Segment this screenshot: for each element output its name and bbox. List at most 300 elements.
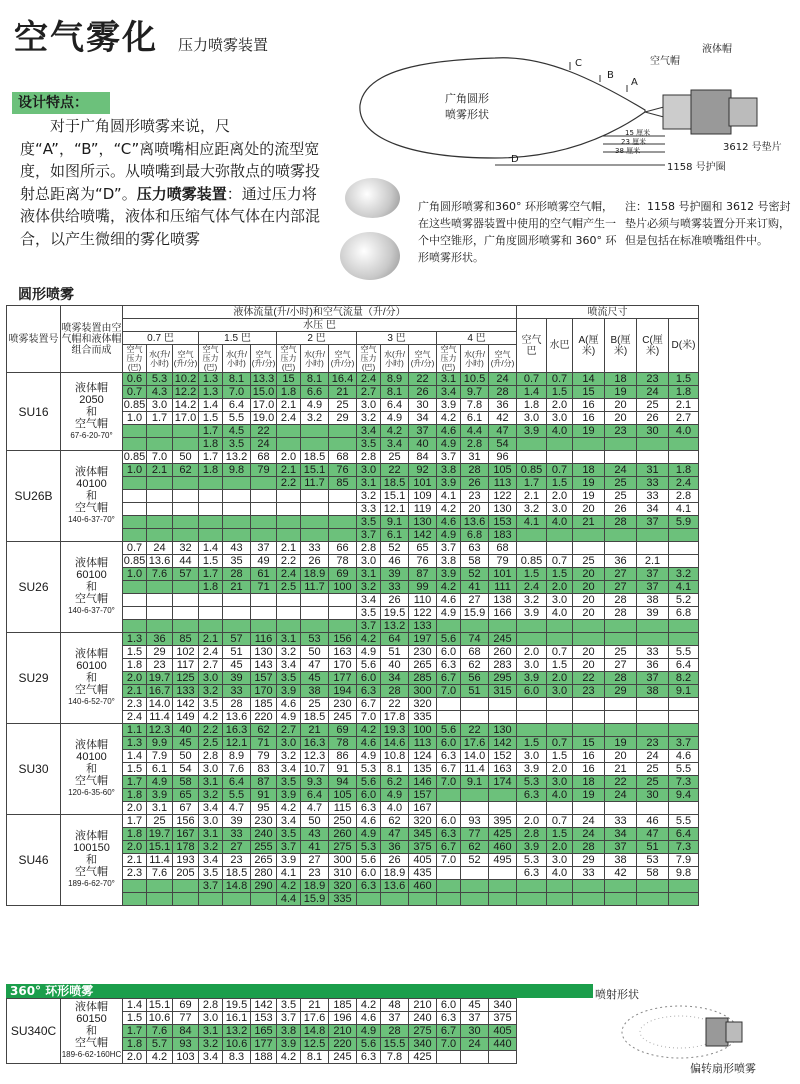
table-cell: 101: [489, 568, 517, 581]
table-cell: [669, 529, 699, 542]
table-cell: 15.5: [381, 1038, 409, 1051]
table-cell: 67: [173, 802, 199, 815]
combo-cell: [61, 373, 123, 451]
table-cell: 275: [329, 841, 357, 854]
table-cell: 18: [573, 776, 605, 789]
table-cell: 3.4: [437, 386, 461, 399]
table-cell: 47: [381, 828, 409, 841]
table-cell: 20: [573, 568, 605, 581]
table-cell: 17.0: [251, 399, 277, 412]
table-cell: 45: [461, 999, 489, 1012]
table-cell: 4.4: [461, 425, 489, 438]
table-cell: [669, 451, 699, 464]
table-cell: [437, 620, 461, 633]
table-cell: 1.5: [547, 568, 573, 581]
table-cell: 1.3: [199, 373, 223, 386]
table-cell: [277, 516, 301, 529]
table-cell: [437, 880, 461, 893]
table-cell: 38: [637, 685, 669, 698]
combo-line: 140-6-37-70°: [68, 515, 115, 524]
table-cell: 3.1: [277, 633, 301, 646]
table-cell: 3.2: [199, 841, 223, 854]
table-cell: 0.85: [123, 399, 146, 411]
table-cell: 4.2: [147, 1051, 173, 1064]
table-cell: 68: [461, 646, 489, 659]
table-cell: 10.2: [173, 373, 199, 386]
table-cell: 65: [409, 542, 437, 555]
table-cell: [277, 425, 301, 438]
table-cell: 9.4: [669, 789, 699, 802]
combo-line: 67-6-20-70°: [70, 430, 113, 440]
table-cell: 8.1: [381, 386, 409, 399]
table-cell: 335: [409, 711, 437, 724]
table-cell: 16: [573, 763, 605, 776]
table-cell: 1.5: [547, 477, 573, 490]
table-cell: 25: [605, 646, 637, 659]
table-cell: 56: [461, 672, 489, 685]
table-cell: [329, 529, 357, 542]
table-cell: [223, 503, 251, 516]
table-cell: 24: [573, 815, 605, 828]
table-cell: [461, 789, 489, 802]
subheader-airflow: 空气(升/分): [409, 345, 437, 373]
table-cell: 4.5: [223, 425, 251, 438]
table-cell: 33: [637, 646, 669, 659]
table-cell: 1.5: [517, 568, 547, 581]
table-cell: 170: [329, 659, 357, 672]
table-cell: 255: [251, 841, 277, 854]
table-cell: 0.7: [547, 737, 573, 750]
table-cell: 1.8: [669, 464, 699, 477]
table-cell: 7.6: [223, 763, 251, 776]
table-cell: 1.5: [547, 386, 573, 399]
table-cell: 79: [251, 750, 277, 763]
header-pressure-4: 4 巴: [437, 332, 517, 345]
table-cell: 11.7: [301, 477, 329, 490]
table-cell: 36: [489, 399, 517, 412]
table-cell: 3.9: [517, 763, 547, 776]
table-cell: 4.2: [357, 724, 381, 737]
header-dims: 喷流尺寸: [517, 306, 699, 319]
table-cell: 76: [409, 555, 437, 568]
table-cell: [517, 711, 547, 724]
header-pressure-0: 0.7 巴: [123, 332, 199, 345]
table-cell: 2.0: [123, 802, 147, 815]
table-cell: 33: [223, 685, 251, 698]
table-cell: 2.4: [277, 568, 301, 581]
table-cell: 2.2: [277, 555, 301, 568]
table-cell: 58: [637, 867, 669, 880]
table-cell: 3.4: [277, 659, 301, 672]
subheader-water: 水(升/小时): [381, 345, 409, 373]
combo-line: 空气帽: [75, 775, 108, 787]
table-cell: 54: [489, 438, 517, 451]
table-cell: 20: [605, 412, 637, 425]
table-cell: 177: [329, 672, 357, 685]
table-cell: 46: [381, 555, 409, 568]
table-cell: 3.1: [147, 802, 173, 815]
table-cell: 124: [409, 750, 437, 763]
table-cell: 3.5: [199, 867, 223, 880]
table-cell: [147, 607, 173, 620]
table-cell: 0.85: [123, 451, 146, 463]
table-cell: 11.7: [301, 581, 329, 594]
table-cell: 7.0: [437, 854, 461, 867]
combo-line: 液体帽: [75, 381, 108, 394]
table-cell: 174: [489, 776, 517, 789]
table-cell: 25: [637, 763, 669, 776]
table-cell: 3.3: [357, 503, 381, 516]
table-cell: 19.3: [381, 724, 409, 737]
table-cell: 14.8: [301, 1025, 329, 1038]
table-cell: [547, 620, 573, 633]
table-cell: 10.6: [223, 1038, 251, 1051]
table-cell: 178: [173, 841, 199, 854]
table-cell: 1.5: [547, 828, 573, 841]
table-cell: [329, 516, 357, 529]
table-cell: 31: [637, 464, 669, 477]
subheader-airflow: 空气(升/分): [489, 345, 517, 373]
table-cell: [199, 620, 223, 633]
table-cell: 10.8: [381, 750, 409, 763]
table-cell: 6.3: [357, 1051, 381, 1064]
table-cell: 7.8: [381, 1051, 409, 1064]
table-cell: 13.6: [147, 555, 173, 568]
header-dim-b: B(厘米): [605, 319, 637, 373]
table-cell: 39: [223, 672, 251, 685]
table-cell: [251, 503, 277, 516]
table-cell: 2.0: [277, 451, 301, 464]
table-cell: 1.8: [199, 464, 223, 477]
table-cell: 74: [461, 633, 489, 646]
table-cell: 2.8: [669, 490, 699, 503]
table-cell: 27: [461, 594, 489, 607]
table-cell: 7.0: [357, 711, 381, 724]
table-cell: 71: [251, 737, 277, 750]
table-cell: 4.2: [437, 581, 461, 594]
spray-shape-label: 广角圆形 喷雾形状: [445, 92, 489, 121]
section-title-round: 圆形喷雾: [18, 287, 74, 303]
table-cell: 0.85: [517, 555, 547, 568]
table-cell: 110: [409, 594, 437, 607]
table-cell: 16.4: [329, 373, 357, 386]
table-cell: 43: [223, 542, 251, 555]
table-cell: [123, 529, 147, 542]
pattern-label: 喷射形状: [595, 988, 639, 1001]
table-cell: 96: [489, 451, 517, 464]
table-cell: [223, 477, 251, 490]
table-cell: 113: [409, 737, 437, 750]
table-cell: 6.7: [437, 672, 461, 685]
table-cell: 0.7: [547, 373, 573, 386]
table-cell: 9.3: [301, 776, 329, 789]
table-cell: 115: [329, 802, 357, 815]
table-cell: 95: [251, 802, 277, 815]
table-cell: [223, 607, 251, 620]
model-cell: SU340C: [7, 999, 61, 1064]
table-cell: 34: [605, 828, 637, 841]
table-cell: 28: [223, 568, 251, 581]
table-cell: 0.7: [547, 815, 573, 828]
subheader-airflow: 空气(升/分): [329, 345, 357, 373]
table-cell: [199, 503, 223, 516]
table-cell: 69: [173, 999, 199, 1012]
table-cell: 37: [461, 1012, 489, 1025]
table-cell: [329, 425, 357, 438]
table-cell: 0.85: [123, 555, 146, 567]
table-cell: [605, 802, 637, 815]
table-cell: 111: [489, 581, 517, 594]
table-cell: 19: [573, 789, 605, 802]
table-cell: 36: [637, 659, 669, 672]
combo-line: 和: [86, 581, 97, 593]
table-cell: 3.7: [277, 841, 301, 854]
table-cell: 19.5: [223, 999, 251, 1012]
table-cell: 69: [329, 724, 357, 737]
table-cell: [329, 438, 357, 451]
table-cell: [517, 451, 547, 464]
table-cell: [547, 802, 573, 815]
table-cell: [301, 425, 329, 438]
combo-line: 189-6-62-160HC: [61, 1050, 122, 1059]
table-cell: 1.0: [123, 464, 147, 477]
table-cell: [669, 880, 699, 893]
table-cell: [173, 880, 199, 893]
table-cell: 7.0: [437, 1038, 461, 1051]
table-cell: 5.2: [669, 594, 699, 607]
table-cell: 50: [301, 646, 329, 659]
table-cell: 185: [329, 999, 357, 1012]
combo-line: 空气帽: [75, 684, 108, 696]
table-cell: 2.1: [277, 464, 301, 477]
table-cell: 52: [461, 568, 489, 581]
table-cell: 21: [605, 763, 637, 776]
table-cell: 3.0: [277, 737, 301, 750]
table-cell: [329, 490, 357, 503]
table-cell: 25: [381, 451, 409, 464]
table-cell: 3.4: [381, 438, 409, 451]
table-cell: 93: [461, 815, 489, 828]
table-cell: 3.2: [669, 568, 699, 581]
table-cell: [547, 633, 573, 646]
table-cell: 6.1: [381, 529, 409, 542]
table-cell: [277, 607, 301, 620]
table-cell: 425: [489, 828, 517, 841]
table-cell: 5.3: [517, 854, 547, 867]
table-cell: [123, 581, 147, 594]
table-cell: 17.0: [173, 412, 199, 425]
table-cell: 1.8: [517, 399, 547, 412]
table-cell: [223, 893, 251, 906]
table-cell: 21: [301, 999, 329, 1012]
table-cell: 93: [173, 1038, 199, 1051]
table-cell: 47: [637, 828, 669, 841]
table-cell: 19.5: [381, 607, 409, 620]
table-cell: 4.6: [277, 698, 301, 711]
table-cell: 3.5: [277, 999, 301, 1012]
table-cell: 1.7: [147, 412, 173, 425]
table-cell: [573, 698, 605, 711]
table-cell: 4.2: [199, 711, 223, 724]
table-cell: 92: [409, 464, 437, 477]
table-cell: 1.5: [547, 750, 573, 763]
table-cell: [637, 633, 669, 646]
table-cell: 8.9: [223, 750, 251, 763]
table-cell: 3.1: [199, 828, 223, 841]
table-cell: 6.4: [669, 659, 699, 672]
table-cell: [123, 425, 147, 438]
table-cell: 69: [329, 568, 357, 581]
table-cell: 29: [605, 685, 637, 698]
table-cell: 12.1: [223, 737, 251, 750]
table-cell: [637, 880, 669, 893]
table-cell: 245: [329, 711, 357, 724]
ring-spray-band: 360° 环形喷雾: [6, 984, 593, 998]
table-cell: 4.2: [357, 999, 381, 1012]
table-cell: 130: [409, 516, 437, 529]
subheader-air: 空气压力(巴): [199, 345, 223, 373]
table-cell: 7.9: [147, 750, 173, 763]
header-dim-d: D(米): [669, 319, 699, 373]
dim-d-label: D: [511, 154, 519, 165]
table-cell: [461, 893, 489, 906]
table-cell: 20: [605, 750, 637, 763]
table-cell: 5.5: [223, 412, 251, 425]
table-cell: [605, 724, 637, 737]
table-cell: [123, 607, 147, 620]
table-cell: 2.3: [123, 867, 147, 880]
table-cell: [605, 711, 637, 724]
table-cell: 2.7: [669, 412, 699, 425]
table-cell: 1.0: [123, 568, 147, 581]
table-cell: 27: [301, 854, 329, 867]
dist-15-label: 15 厘米: [625, 129, 651, 137]
table-cell: 30: [409, 399, 437, 412]
table-cell: 20: [573, 659, 605, 672]
table-cell: [147, 594, 173, 607]
table-cell: 3.0: [199, 763, 223, 776]
table-cell: 2.8: [199, 999, 223, 1012]
table-cell: 163: [329, 646, 357, 659]
table-cell: [173, 581, 199, 594]
table-row: [7, 542, 699, 555]
table-cell: 5.3: [357, 841, 381, 854]
table-cell: 18: [605, 373, 637, 386]
table-cell: 375: [409, 841, 437, 854]
table-cell: [605, 880, 637, 893]
table-cell: 87: [409, 568, 437, 581]
table-cell: 109: [409, 490, 437, 503]
table-cell: 149: [173, 711, 199, 724]
subheader-water: 水(升/小时): [301, 345, 329, 373]
table-cell: [199, 607, 223, 620]
table-cell: 3.9: [517, 607, 547, 620]
table-cell: 22: [605, 776, 637, 789]
table-cell: 16.3: [301, 737, 329, 750]
table-cell: 5.6: [357, 1038, 381, 1051]
table-cell: 435: [409, 867, 437, 880]
table-cell: 3.7: [357, 620, 381, 633]
table-cell: 210: [329, 1025, 357, 1038]
table-cell: 8.1: [301, 1051, 329, 1064]
header-combo: 喷雾装置由空气帽和液体帽组合而成: [61, 306, 123, 373]
combo-line: 液体帽: [75, 1001, 108, 1013]
table-cell: 61: [251, 568, 277, 581]
table-cell: [461, 880, 489, 893]
table-cell: 94: [329, 776, 357, 789]
table-cell: [517, 893, 547, 906]
table-cell: 13.6: [381, 880, 409, 893]
table-cell: 1.8: [123, 828, 147, 841]
table-cell: 3.2: [199, 789, 223, 802]
table-cell: 230: [251, 815, 277, 828]
table-cell: 315: [489, 685, 517, 698]
table-cell: 1.4: [199, 399, 223, 412]
ring-spray-table: [6, 998, 517, 1064]
table-cell: 4.0: [381, 802, 409, 815]
combo-line: 60100: [76, 660, 107, 672]
table-cell: 2.0: [517, 646, 547, 659]
table-cell: 4.2: [357, 633, 381, 646]
table-cell: 28: [381, 685, 409, 698]
table-cell: 19: [573, 490, 605, 503]
subheader-water: 水(升/小时): [147, 345, 173, 373]
combo-line: 40100: [76, 478, 107, 490]
table-cell: 125: [173, 672, 199, 685]
combo-line: 空气帽: [75, 866, 108, 878]
table-cell: 3.7: [437, 542, 461, 555]
table-cell: 26: [637, 412, 669, 425]
table-cell: 0.7: [517, 373, 547, 386]
table-cell: 0.7: [123, 542, 147, 555]
table-cell: 15.1: [147, 841, 173, 854]
header-flow: 液体流量(升/小时)和空气流量（升/分）: [123, 306, 517, 319]
table-cell: 83: [251, 763, 277, 776]
table-row: [7, 451, 699, 464]
table-cell: [637, 698, 669, 711]
table-cell: 425: [409, 1051, 437, 1064]
table-cell: [489, 698, 517, 711]
table-cell: 19: [605, 386, 637, 399]
table-cell: 4.2: [437, 412, 461, 425]
table-cell: [251, 594, 277, 607]
table-cell: 260: [329, 828, 357, 841]
table-cell: 295: [489, 672, 517, 685]
table-cell: 13.2: [223, 451, 251, 464]
table-cell: 3.9: [277, 1038, 301, 1051]
table-cell: [547, 880, 573, 893]
table-cell: 33: [223, 828, 251, 841]
table-cell: 79: [251, 464, 277, 477]
table-cell: 14.0: [147, 698, 173, 711]
table-cell: 7.6: [147, 1025, 173, 1038]
table-cell: 167: [409, 802, 437, 815]
combo-line: 和: [86, 1025, 97, 1037]
table-cell: 44: [173, 555, 199, 568]
table-cell: 3.0: [547, 594, 573, 607]
table-cell: 4.0: [547, 867, 573, 880]
table-cell: 183: [489, 529, 517, 542]
table-cell: [547, 451, 573, 464]
table-cell: 220: [251, 711, 277, 724]
table-cell: [381, 893, 409, 906]
table-cell: 37: [381, 1012, 409, 1025]
table-cell: 43: [301, 828, 329, 841]
table-cell: 1.4: [517, 386, 547, 399]
table-cell: 6.1: [147, 763, 173, 776]
table-cell: 15.1: [381, 490, 409, 503]
table-cell: 6.0: [437, 737, 461, 750]
